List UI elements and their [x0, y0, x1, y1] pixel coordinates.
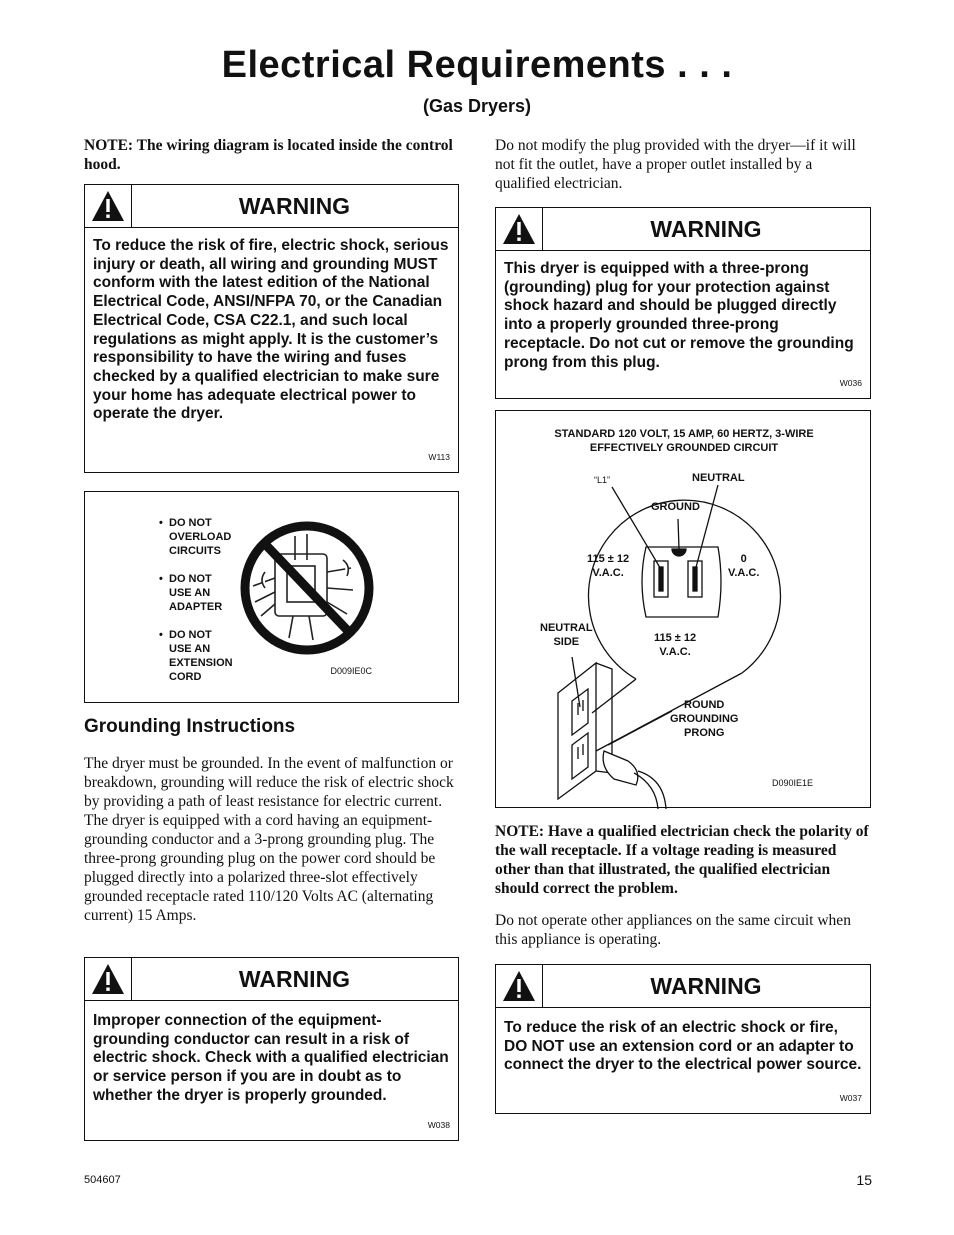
warning-code: W036	[839, 378, 862, 388]
warning-text: To reduce the risk of fire, electric shock, serious injury or death, all wiring and grounding MUST conform with the latest edition of the National Electrical Code, ANSI/NFPA 70, or the Canadian Electrical Code, CSA C22.1, and such local regulations as might apply. It is the customer’s responsibility to have the wiring and fuses checked by a qualified electrician to make sure your home has adequate electrical power to operate the dryer.	[93, 237, 449, 423]
warning-triangle-icon	[85, 958, 132, 1000]
ground-label: GROUND	[651, 501, 700, 513]
page-subtitle: (Gas Dryers)	[422, 96, 532, 116]
warning-box-w038	[84, 957, 459, 1141]
l1-label: “L1”	[594, 475, 611, 485]
warning-box-w113	[84, 184, 459, 473]
grounding-heading: Grounding Instructions	[84, 716, 296, 737]
warning-text: This dryer is equipped with a three-prong (grounding) plug for your protection against shock hazard and should be plugged directly into a properly grounded three-prong receptacle. Do not cut or remove the grounding prong from this plug.	[504, 260, 854, 371]
neutral-label: NEUTRAL	[692, 472, 745, 484]
warning-header	[496, 208, 870, 251]
no-adapter-icon	[235, 516, 379, 660]
diagram-title: STANDARD 120 VOLT, 15 AMP, 60 HERTZ, 3-WIRE EFFECTIVELY GROUNDED CIRCUIT	[554, 428, 814, 454]
round-grounding-prong-label: ROUND GROUNDING PRONG	[670, 699, 739, 739]
voltage-bottom-label: 115 ± 12 V.A.C.	[654, 632, 697, 658]
warning-triangle-icon	[496, 965, 543, 1007]
voltage-right-label: 0 V.A.C.	[728, 553, 760, 579]
warning-label: WARNING	[650, 216, 762, 242]
warning-box-w036	[495, 207, 871, 399]
warning-triangle-icon	[496, 208, 543, 250]
neutral-side-label: NEUTRAL SIDE	[540, 622, 593, 648]
warning-label: WARNING	[238, 966, 351, 992]
warning-header	[85, 958, 458, 1001]
grounding-text: The dryer must be grounded. In the event of malfunction or breakdown, grounding will reduce the risk of electric shock by providing a path of least resistance for electric current. The dryer is equipped with a cord having an equipment-grounding conductor and a 3-prong grounding plug. The three-prong grounding plug on the power cord should be plugged directly into a polarized three-slot effectively grounded receptacle rated 110/120 Volts AC (alternating current) 15 Amps.	[84, 755, 454, 924]
warning-label: WARNING	[650, 973, 762, 999]
circuit-diagram	[495, 410, 871, 808]
polarity-note: NOTE: Have a qualified electrician check the polarity of the wall receptacle. If a voltage reading is measured other than that illustrated, the qualified electrician should correct the problem.	[495, 823, 869, 897]
document-code: 504607	[84, 1174, 121, 1186]
page-number: 15	[856, 1172, 872, 1188]
warning-code: W113	[428, 452, 450, 462]
voltage-left-label: 115 ± 12 V.A.C.	[587, 553, 630, 579]
outlet-diagram-icon	[496, 411, 872, 809]
diagram-code: D090IE1E	[772, 778, 814, 788]
same-circuit-text: Do not operate other appliances on the same circuit when this appliance is operating.	[495, 912, 851, 948]
warning-triangle-icon	[85, 185, 132, 227]
warning-code: W037	[839, 1093, 862, 1103]
warning-header	[496, 965, 870, 1008]
wiring-note: NOTE: The wiring diagram is located inside the control hood.	[84, 137, 453, 173]
adapter-warning-figure: • DO NOT OVERLOAD CIRCUITS • DO NOT USE AN ADAPTER • DO NOT USE AN EXTENSION CORD D009IE0C	[84, 491, 459, 703]
warning-text: Improper connection of the equipment-grounding conductor can result in a risk of electric shock. Check with a qualified electrician or service person if you are in doubt as to whether the dryer is properly grounded.	[93, 1012, 449, 1104]
warning-header	[85, 185, 458, 228]
figure-code: D009IE0C	[330, 666, 372, 676]
warning-box-w037	[495, 964, 871, 1114]
warning-text: To reduce the risk of an electric shock or fire, DO NOT use an extension cord or an adapter to connect the dryer to the electrical power source.	[504, 1019, 862, 1074]
plug-intro: Do not modify the plug provided with the dryer—if it will not fit the outlet, have a proper outlet installed by a qualified electrician.	[495, 137, 856, 192]
warning-label: WARNING	[238, 193, 351, 219]
page-title: Electrical Requirements . . .	[221, 44, 733, 86]
warning-code: W038	[427, 1120, 450, 1130]
